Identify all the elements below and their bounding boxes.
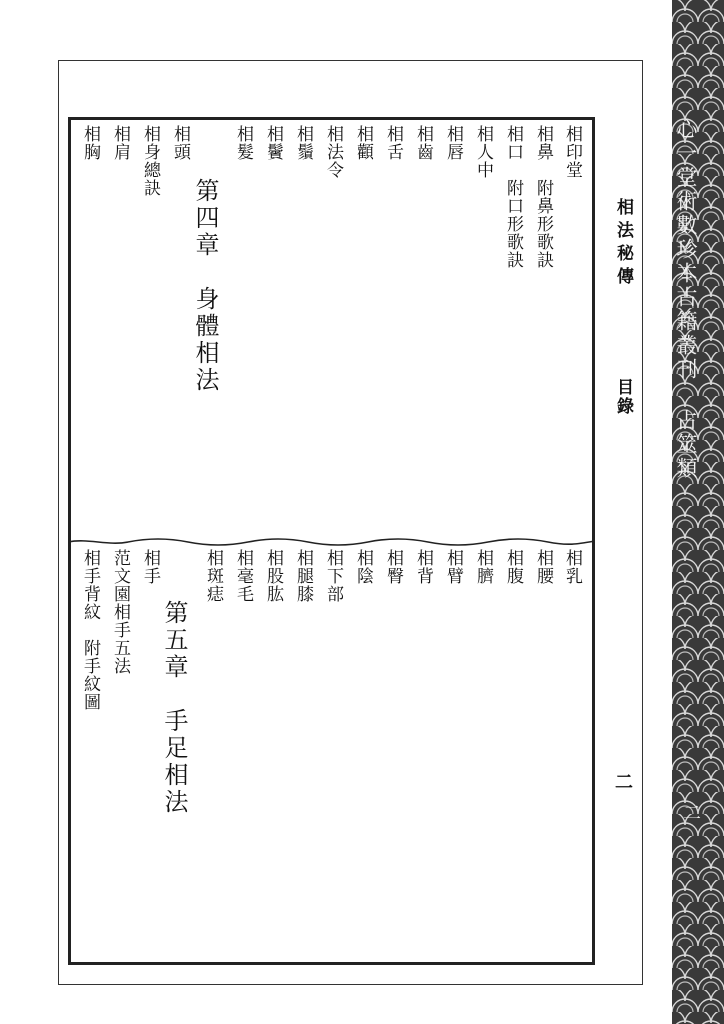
series-page-number: 二 (680, 803, 701, 821)
toc-entry: 相股肱 (263, 549, 283, 603)
toc-entry: 相鬚 (293, 125, 313, 161)
toc-entry: 相斑痣 (203, 549, 223, 603)
series-title: 心一堂術數珍本古籍叢刊 占筮類 (674, 118, 698, 481)
toc-entry: 相肩 (110, 125, 130, 161)
toc-entry: 相顴 (353, 125, 373, 161)
toc-entry: 相背 (413, 549, 433, 585)
toc-entry: 相身總訣 (140, 125, 160, 197)
toc-entry: 相鬢 (263, 125, 283, 161)
toc-entry: 相毫毛 (233, 549, 253, 603)
section-label: 目錄 (613, 378, 633, 416)
toc-entry: 相腿膝 (293, 549, 313, 603)
toc-entry: 相乳 (562, 549, 582, 585)
book-title: 相法秘傳 (613, 198, 633, 290)
toc-entry: 相髮 (233, 125, 253, 161)
toc-entry: 相鼻 附鼻形歌訣 (533, 125, 553, 269)
toc-entry: 相臀 (383, 549, 403, 585)
chapter-heading: 第五章 手足相法 (160, 600, 188, 816)
toc-entry: 相臍 (473, 549, 493, 585)
toc-entry: 相手 (140, 549, 160, 585)
toc-entry: 相手背紋 附手紋圖 (80, 549, 100, 711)
toc-entry: 相腰 (533, 549, 553, 585)
toc-entry: 范文園相手五法 (110, 549, 130, 675)
page-number: 二 (612, 772, 633, 790)
toc-entry: 相下部 (323, 549, 343, 603)
toc-entry: 相腹 (503, 549, 523, 585)
toc-entry: 相舌 (383, 125, 403, 161)
chapter-heading: 第四章 身體相法 (191, 178, 219, 394)
toc-entry: 相印堂 (562, 125, 582, 179)
toc-entry: 相人中 (473, 125, 493, 179)
section-divider (68, 534, 595, 548)
toc-entry: 相臂 (443, 549, 463, 585)
toc-entry: 相齒 (413, 125, 433, 161)
toc-entry: 相陰 (353, 549, 373, 585)
toc-entry: 相唇 (443, 125, 463, 161)
toc-entry: 相法令 (323, 125, 343, 179)
toc-entry: 相口 附口形歌訣 (503, 125, 523, 269)
toc-entry: 相胸 (80, 125, 100, 161)
toc-entry: 相頭 (170, 125, 190, 161)
